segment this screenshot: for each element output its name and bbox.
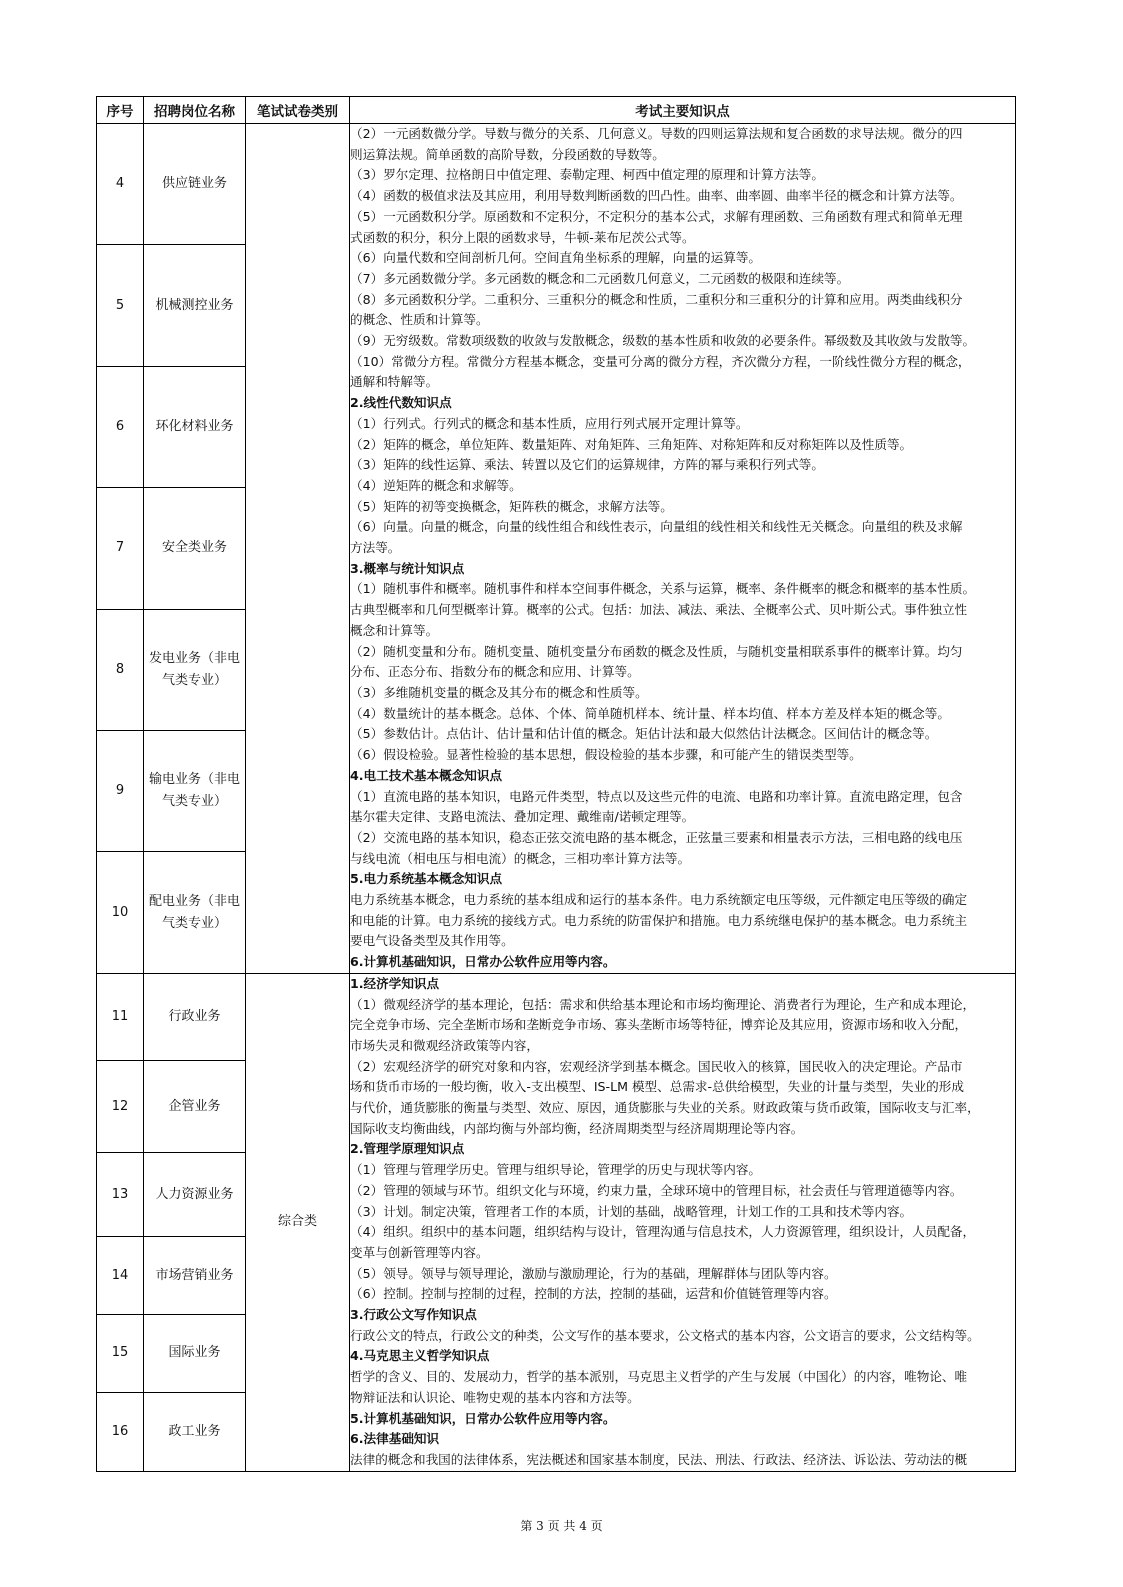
- knowledge-line: （2）交流电路的基本知识，稳态正弦交流电路的基本概念，正弦量三要素和相量表示方法，三相电路的线电压: [350, 829, 963, 845]
- row-number: 11: [97, 973, 144, 1061]
- section-heading: 1.经济学知识点: [350, 975, 440, 991]
- knowledge-line: 古典型概率和几何型概率计算。概率的公式。包括：加法、减法、乘法、全概率公式、贝叶斯公式。事件独立性: [350, 602, 968, 618]
- knowledge-line: 要电气设备类型及其作用等。: [350, 933, 514, 949]
- position-name: 供应链业务: [144, 124, 246, 245]
- knowledge-line: （3）罗尔定理、拉格朗日中值定理、泰勒定理、柯西中值定理的原理和计算方法等。: [350, 167, 824, 183]
- knowledge-line: 基尔霍夫定律、支路电流法、叠加定理、戴维南/诺顿定理等。: [350, 809, 695, 825]
- knowledge-line: （1）行列式。行列式的概念和基本性质，应用行列式展开定理计算等。: [350, 415, 749, 431]
- knowledge-line: 行政公文的特点，行政公文的种类，公文写作的基本要求，公文格式的基本内容，公文语言的要求，公文结构等。: [350, 1327, 980, 1343]
- header-position: 招聘岗位名称: [144, 97, 246, 124]
- row-number: 8: [97, 609, 144, 730]
- knowledge-lines: [350, 974, 1015, 1471]
- knowledge-line: （6）假设检验。显著性检验的基本思想，假设检验的基本步骤，和可能产生的错误类型等。: [350, 747, 862, 763]
- knowledge-line: （10）常微分方程。常微分方程基本概念，变量可分离的微分方程，齐次微分方程，一阶线性微分方程的概念，: [350, 353, 971, 369]
- position-name: 配电业务（非电气类专业）: [144, 852, 246, 973]
- position-name: 机械测控业务: [144, 245, 246, 366]
- knowledge-line: （4）逆矩阵的概念和求解等。: [350, 477, 522, 493]
- row-number: 12: [97, 1061, 144, 1153]
- exam-category-cell: 综合类: [246, 973, 350, 1471]
- knowledge-line: （4）函数的极值求法及其应用，利用导数判断函数的凹凸性。曲率、曲率圆、曲率半径的概念和计算方法等。: [350, 188, 963, 204]
- knowledge-line: 方法等。: [350, 540, 401, 556]
- row-number: 9: [97, 730, 144, 851]
- knowledge-line: 与代价，通货膨胀的衡量与类型、效应、原因，通货膨胀与失业的关系。财政政策与货币政策，国际收支与汇率，: [350, 1100, 980, 1116]
- row-number: 10: [97, 852, 144, 973]
- knowledge-line: 通解和特解等。: [350, 374, 439, 390]
- knowledge-line: （1）直流电路的基本知识，电路元件类型，特点以及这些元件的电流、电路和功率计算。直流电路定理，包含: [350, 788, 963, 804]
- position-name: 环化材料业务: [144, 366, 246, 487]
- position-name: 国际业务: [144, 1314, 246, 1392]
- knowledge-content-group2: [350, 973, 1016, 1471]
- knowledge-line: 的概念、性质和计算等。: [350, 312, 489, 328]
- row-number: 5: [97, 245, 144, 366]
- knowledge-line: （6）向量。向量的概念，向量的线性组合和线性表示，向量组的线性相关和线性无关概念。向量组的秩及求解: [350, 519, 963, 535]
- knowledge-line: 与线电流（相电压与相电流）的概念，三相功率计算方法等。: [350, 850, 691, 866]
- row-number: 13: [97, 1152, 144, 1236]
- position-name: 发电业务（非电气类专业）: [144, 609, 246, 730]
- knowledge-line: 概念和计算等。: [350, 622, 439, 638]
- position-name: 人力资源业务: [144, 1152, 246, 1236]
- row-number: 6: [97, 366, 144, 487]
- table-header-row: [97, 97, 1016, 124]
- exam-knowledge-table: [96, 96, 1016, 1472]
- row-number: 15: [97, 1314, 144, 1392]
- section-heading: 4.马克思主义哲学知识点: [350, 1348, 490, 1364]
- knowledge-line: 变革与创新管理等内容。: [350, 1244, 489, 1260]
- knowledge-line: （1）随机事件和概率。随机事件和样本空间事件概念，关系与运算，概率、条件概率的概念和概率的基本性质。: [350, 581, 976, 597]
- section-heading: 3.概率与统计知识点: [350, 560, 465, 576]
- knowledge-line: （6）向量代数和空间剖析几何。空间直角坐标系的理解，向量的运算等。: [350, 250, 762, 266]
- knowledge-line: （6）控制。控制与控制的过程，控制的方法，控制的基础，运营和价值链管理等内容。: [350, 1286, 837, 1302]
- exam-category-cell: [246, 124, 350, 974]
- page-footer: 第 3 页 共 4 页: [520, 1519, 603, 1533]
- position-name: 政工业务: [144, 1393, 246, 1472]
- knowledge-line: （4）数量统计的基本概念。总体、个体、简单随机样本、统计量、样本均值、样本方差及样本矩的概念等。: [350, 705, 950, 721]
- knowledge-line: （3）矩阵的线性运算、乘法、转置以及它们的运算规律，方阵的幂与乘积行列式等。: [350, 457, 824, 473]
- knowledge-line: 则运算法规。简单函数的高阶导数，分段函数的导数等。: [350, 146, 665, 162]
- knowledge-line: （1）管理与管理学历史。管理与组织导论，管理学的历史与现状等内容。: [350, 1162, 762, 1178]
- header-knowledge: 考试主要知识点: [350, 97, 1016, 124]
- knowledge-line: （2）随机变量和分布。随机变量、随机变量分布函数的概念及性质，与随机变量相联系事件的概率计算。均匀: [350, 643, 963, 659]
- knowledge-line: 分布、正态分布、指数分布的概念和应用、计算等。: [350, 664, 640, 680]
- section-heading: 6.法律基础知识: [350, 1431, 440, 1447]
- knowledge-line: 和电能的计算。电力系统的接线方式。电力系统的防雷保护和措施。电力系统继电保护的基本概念。电力系统主: [350, 912, 968, 928]
- knowledge-line: 哲学的含义、目的、发展动力，哲学的基本派别，马克思主义哲学的产生与发展（中国化）的内容，唯物论、唯: [350, 1369, 968, 1385]
- knowledge-line: （5）矩阵的初等变换概念，矩阵秩的概念，求解方法等。: [350, 498, 673, 514]
- knowledge-line: （7）多元函数微分学。多元函数的概念和二元函数几何意义，二元函数的极限和连续等。: [350, 270, 850, 286]
- row-number: 14: [97, 1237, 144, 1314]
- row-number: 4: [97, 124, 144, 245]
- knowledge-line: （2）一元函数微分学。导数与微分的关系、几何意义。导数的四则运算法规和复合函数的求导法规。微分的四: [350, 126, 963, 141]
- row-number: 7: [97, 488, 144, 609]
- section-heading: 5.计算机基础知识，日常办公软件应用等内容。: [350, 1410, 616, 1426]
- knowledge-line: （4）组织。组织中的基本问题，组织结构与设计，管理沟通与信息技术，人力资源管理，组织设计，人员配备，: [350, 1224, 976, 1240]
- knowledge-line: （3）计划。制定决策，管理者工作的本质，计划的基础，战略管理，计划工作的工具和技术等内容。: [350, 1203, 913, 1219]
- position-name: 市场营销业务: [144, 1237, 246, 1314]
- row-number: 16: [97, 1393, 144, 1472]
- header-category: 笔试试卷类别: [246, 97, 350, 124]
- knowledge-line: （2）矩阵的概念，单位矩阵、数量矩阵、对角矩阵、三角矩阵、对称矩阵和反对称矩阵以及性质等。: [350, 436, 913, 452]
- section-heading: 6.计算机基础知识，日常办公软件应用等内容。: [350, 954, 616, 970]
- knowledge-line: （5）一元函数积分学。原函数和不定积分，不定积分的基本公式，求解有理函数、三角函数有理式和简单无理: [350, 208, 963, 224]
- knowledge-line: 完全竞争市场、完全垄断市场和垄断竞争市场、寡头垄断市场等特征，博弈论及其应用，资源市场和收入分配，: [350, 1017, 968, 1033]
- knowledge-line: 物辩证法和认识论、唯物史观的基本内容和方法等。: [350, 1389, 640, 1405]
- section-heading: 3.行政公文写作知识点: [350, 1307, 477, 1323]
- knowledge-line: 国际收支均衡曲线，内部均衡与外部均衡，经济周期类型与经济周期理论等内容。: [350, 1120, 804, 1136]
- knowledge-line: （2）宏观经济学的研究对象和内容，宏观经济学到基本概念。国民收入的核算，国民收入的决定理论。产品市: [350, 1058, 963, 1074]
- section-heading: 4.电工技术基本概念知识点: [350, 767, 503, 783]
- knowledge-lines: [350, 124, 1015, 973]
- table-row: [97, 973, 1016, 1061]
- table-row: [97, 124, 1016, 245]
- position-name: 安全类业务: [144, 488, 246, 609]
- knowledge-line: （9）无穷级数。常数项级数的收敛与发散概念，级数的基本性质和收敛的必要条件。幂级数及其收敛与发散等。: [350, 333, 976, 349]
- section-heading: 2.管理学原理知识点: [350, 1141, 465, 1157]
- knowledge-line: （5）领导。领导与领导理论，激励与激励理论，行为的基础，理解群体与团队等内容。: [350, 1265, 837, 1281]
- position-name: 行政业务: [144, 973, 246, 1061]
- position-name: 输电业务（非电气类专业）: [144, 730, 246, 851]
- knowledge-line: 式函数的积分，积分上限的函数求导，牛顿-莱布尼茨公式等。: [350, 229, 695, 245]
- header-seq: 序号: [97, 97, 144, 124]
- knowledge-line: （3）多维随机变量的概念及其分布的概念和性质等。: [350, 684, 648, 700]
- knowledge-line: 法律的概念和我国的法律体系，宪法概述和国家基本制度，民法、刑法、行政法、经济法、诉讼法、劳动法的概: [350, 1452, 968, 1467]
- knowledge-line: （5）参数估计。点估计、估计量和估计值的概念。矩估计法和最大似然估计法概念。区间估计的概念等。: [350, 726, 938, 742]
- position-name: 企管业务: [144, 1061, 246, 1153]
- knowledge-line: （2）管理的领域与环节。组织文化与环境，约束力量，全球环境中的管理目标，社会责任与管理道德等内容。: [350, 1182, 963, 1198]
- knowledge-line: 场和货币市场的一般均衡，收入-支出模型、IS-LM 模型、总需求-总供给模型，失业的计量与类型，失业的形成: [350, 1079, 964, 1095]
- knowledge-line: （1）微观经济学的基本理论，包括：需求和供给基本理论和市场均衡理论、消费者行为理论，生产和成本理论，: [350, 996, 976, 1012]
- section-heading: 5.电力系统基本概念知识点: [350, 871, 503, 887]
- section-heading: 2.线性代数知识点: [350, 395, 452, 411]
- knowledge-line: （8）多元函数积分学。二重积分、三重积分的概念和性质，二重积分和三重积分的计算和应用。两类曲线积分: [350, 291, 963, 307]
- knowledge-content-group1: [350, 124, 1016, 974]
- knowledge-line: 市场失灵和微观经济政策等内容，: [350, 1037, 539, 1053]
- knowledge-line: 电力系统基本概念，电力系统的基本组成和运行的基本条件。电力系统额定电压等级，元件额定电压等级的确定: [350, 892, 968, 908]
